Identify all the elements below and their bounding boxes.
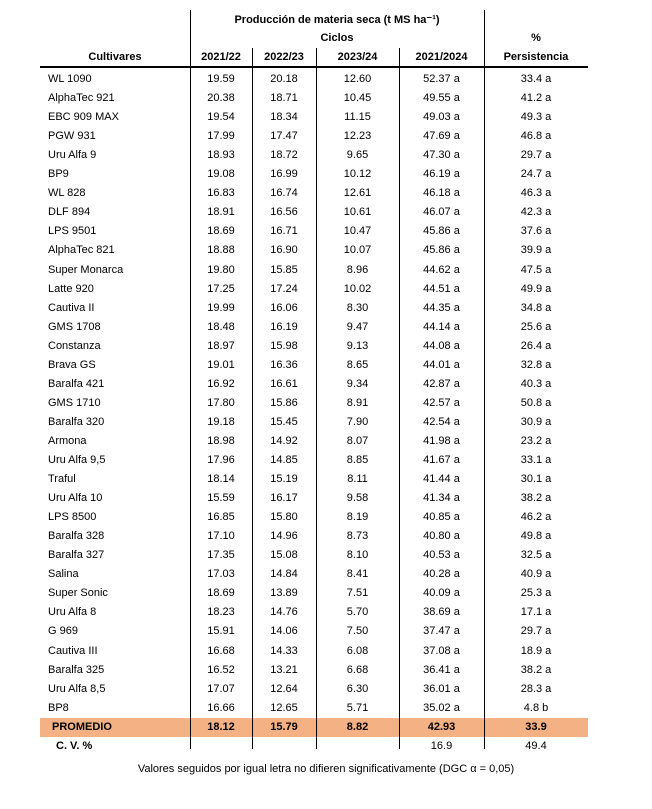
value-2021-22: 18.14: [207, 473, 235, 486]
value-2021-2024: 46.18 a: [423, 187, 460, 200]
cultivar-name: AlphaTec 821: [48, 244, 115, 257]
cultivar-name: Traful: [48, 473, 76, 486]
cv-row: [40, 737, 588, 756]
value-persistencia: 50.8 a: [520, 396, 552, 409]
value-2023-24: 8.65: [346, 358, 369, 371]
table-row: [40, 261, 588, 280]
value-2021-22: 18.23: [207, 606, 235, 619]
value-2021-22: 17.80: [207, 396, 235, 409]
value-2021-2024: 42.57 a: [423, 396, 460, 409]
value-2021-22: 19.80: [207, 263, 235, 276]
value-2023-24: 8.91: [346, 396, 369, 409]
value-2021-22: 19.54: [207, 111, 235, 124]
value-2021-22: 16.85: [207, 511, 235, 524]
cultivar-name: EBC 909 MAX: [48, 111, 119, 124]
value-2022-23: 16.90: [270, 244, 298, 257]
value-2023-24: 12.60: [343, 73, 372, 85]
value-2021-2024: 45.86 a: [423, 244, 460, 257]
value-persistencia: 41.2 a: [520, 92, 552, 105]
value-2023-24: 9.65: [346, 149, 369, 162]
value-persistencia: 29.7 a: [520, 149, 552, 162]
value-persistencia: 46.8 a: [520, 130, 552, 143]
cultivar-name: LPS 9501: [48, 225, 97, 238]
value-2021-22: 18.93: [207, 149, 235, 162]
value-2022-23: 15.08: [270, 549, 298, 562]
value-2021-22: 17.99: [207, 130, 235, 143]
value-2021-22: 18.97: [207, 339, 235, 352]
table-row: [40, 470, 588, 489]
value-persistencia: 23.2 a: [520, 434, 552, 447]
header-year-2: 2022/23: [264, 51, 304, 63]
value-persistencia: 32.5 a: [520, 549, 552, 562]
value-2023-24: 10.45: [343, 92, 372, 105]
value-2022-23: 14.84: [270, 568, 298, 581]
value-2021-2024: 46.19 a: [423, 168, 460, 181]
table-row: [40, 165, 588, 184]
value-2021-2024: 37.08 a: [423, 644, 460, 657]
value-2021-2024: 36.01 a: [423, 682, 460, 695]
value-2022-23: 17.47: [270, 130, 298, 143]
table-row: [40, 603, 588, 622]
value-2022-23: [252, 737, 316, 756]
value-2023-24: 8.19: [346, 511, 369, 524]
value-persistencia: 47.5 a: [520, 263, 552, 276]
value-2021-2024: 40.09 a: [423, 587, 460, 600]
value-persistencia: 30.9 a: [520, 415, 552, 428]
value-2021-22: 15.59: [207, 492, 235, 505]
value-2021-2024: 44.08 a: [423, 339, 460, 352]
value-2023-24: 9.13: [346, 339, 369, 352]
table-row: [40, 318, 588, 337]
value-2022-23: 16.17: [270, 492, 298, 505]
cultivar-name: Baralfa 327: [48, 549, 105, 562]
value-2023-24: 10.47: [343, 225, 372, 238]
value-2021-22: 17.07: [207, 682, 235, 695]
value-2021-2024: 35.02 a: [423, 701, 460, 714]
footnote: Valores seguidos por igual letra no difieren significativamente (DGC α = 0,05): [137, 763, 515, 775]
value-persistencia: 33.9: [525, 720, 547, 733]
value-persistencia: 49.4: [525, 739, 547, 752]
value-2021-22: 18.69: [207, 587, 235, 600]
value-persistencia: 34.8 a: [520, 301, 552, 314]
value-2023-24: 8.96: [346, 263, 369, 276]
value-persistencia: 33.4 a: [520, 73, 552, 85]
value-persistencia: 25.3 a: [520, 587, 552, 600]
cultivar-name: LPS 8500: [48, 511, 97, 524]
cultivar-name: GMS 1708: [48, 320, 101, 333]
value-2023-24: 8.85: [346, 454, 369, 466]
value-2021-2024: 44.51 a: [423, 282, 460, 295]
value-2021-2024: 42.54 a: [423, 415, 460, 428]
value-2021-2024: 37.47 a: [423, 625, 460, 638]
value-2022-23: 14.85: [270, 454, 298, 466]
value-persistencia: 49.8 a: [520, 530, 552, 543]
value-2022-23: 14.96: [270, 530, 298, 543]
value-2022-23: 15.19: [270, 473, 298, 486]
cultivar-name: Cautiva III: [48, 644, 98, 657]
cultivar-name: Baralfa 325: [48, 663, 105, 676]
value-2022-23: 16.74: [270, 187, 298, 200]
cultivar-name: Baralfa 421: [48, 377, 105, 390]
value-2023-24: 6.30: [346, 682, 369, 695]
value-2021-2024: 44.01 a: [423, 358, 460, 371]
value-2021-22: 19.08: [207, 168, 235, 181]
value-2021-22: [190, 737, 252, 756]
value-persistencia: 38.2 a: [520, 663, 552, 676]
cultivar-name: BP8: [48, 701, 69, 714]
table-row: [40, 451, 588, 470]
value-2022-23: 16.06: [270, 301, 298, 314]
value-2023-24: 8.82: [346, 720, 369, 733]
table-row: [40, 222, 588, 241]
value-2021-2024: 16.9: [430, 739, 453, 752]
value-2023-24: 9.34: [346, 377, 369, 390]
value-2022-23: 14.06: [270, 625, 298, 638]
value-2022-23: 16.99: [270, 168, 298, 181]
value-2021-22: 15.91: [207, 625, 235, 638]
table-row: [40, 299, 588, 318]
value-2022-23: 17.24: [270, 282, 298, 295]
value-2021-2024: 38.69 a: [423, 606, 460, 619]
value-2023-24: 5.70: [346, 606, 369, 619]
value-2021-2024: 41.98 a: [423, 434, 460, 447]
cultivar-name: GMS 1710: [48, 396, 101, 409]
value-2021-22: 18.69: [207, 225, 235, 238]
value-2021-2024: 42.93: [427, 720, 456, 733]
cultivar-name: Baralfa 320: [48, 415, 105, 428]
value-2021-2024: 49.55 a: [423, 92, 460, 105]
header-subgroup-title: Ciclos: [320, 32, 354, 44]
value-persistencia: 42.3 a: [520, 206, 552, 219]
value-2023-24: 8.11: [347, 473, 368, 486]
value-2021-22: 16.92: [207, 377, 235, 390]
value-2022-23: 13.21: [270, 663, 298, 676]
value-2021-2024: 41.34 a: [423, 492, 460, 505]
value-persistencia: 32.8 a: [520, 358, 552, 371]
value-2023-24: 7.51: [346, 587, 369, 600]
value-persistencia: 46.3 a: [520, 187, 552, 200]
header-persistencia: Persistencia: [503, 51, 569, 63]
table-row: [40, 699, 588, 718]
cultivar-name: Uru Alfa 8,5: [48, 682, 106, 695]
table-row: [40, 432, 588, 451]
table-row: [40, 127, 588, 146]
value-2021-2024: 40.53 a: [423, 549, 460, 562]
cultivar-name: Uru Alfa 9: [48, 149, 97, 162]
value-2022-23: 16.61: [270, 377, 298, 390]
table-row: [40, 146, 588, 165]
table-row: [40, 337, 588, 356]
value-persistencia: 46.2 a: [520, 511, 552, 524]
value-2022-23: 14.33: [270, 644, 298, 657]
value-2021-2024: 41.44 a: [423, 473, 460, 486]
value-2021-22: 16.83: [207, 187, 235, 200]
value-persistencia: 40.3 a: [520, 377, 552, 390]
value-2023-24: 9.47: [346, 320, 369, 333]
header-total: 2021/2024: [415, 51, 468, 63]
value-2021-22: 17.96: [207, 454, 235, 466]
value-persistencia: 49.3 a: [520, 111, 552, 124]
cultivar-name: WL 1090: [48, 73, 92, 85]
table-row: [40, 527, 588, 546]
value-persistencia: 39.9 a: [520, 244, 552, 257]
value-persistencia: 33.1 a: [520, 454, 552, 466]
value-2021-22: 16.66: [207, 701, 235, 714]
table-row: [40, 622, 588, 641]
cultivar-name: PROMEDIO: [52, 720, 112, 733]
value-2022-23: 15.85: [270, 263, 298, 276]
value-2023-24: 8.07: [346, 434, 369, 447]
value-2023-24: 12.61: [343, 187, 372, 200]
value-2021-2024: 42.87 a: [423, 377, 460, 390]
table-row: [40, 70, 588, 89]
value-2021-22: 17.03: [207, 568, 235, 581]
cultivar-name: Uru Alfa 9,5: [48, 454, 106, 466]
value-2023-24: 8.41: [346, 568, 369, 581]
value-2023-24: 10.12: [343, 168, 372, 181]
value-2022-23: 18.34: [270, 111, 298, 124]
value-2021-2024: 44.62 a: [423, 263, 460, 276]
column-divider: [190, 10, 191, 749]
value-2023-24: 6.68: [346, 663, 369, 676]
cultivar-name: Latte 920: [48, 282, 94, 295]
value-2021-22: 16.68: [207, 644, 235, 657]
value-2021-2024: 52.37 a: [423, 73, 460, 85]
value-2021-22: 18.91: [207, 206, 235, 219]
value-2021-22: 18.48: [207, 320, 235, 333]
table-row: [40, 508, 588, 527]
cultivar-name: AlphaTec 921: [48, 92, 115, 105]
table-row: [40, 184, 588, 203]
value-2021-2024: 45.86 a: [423, 225, 460, 238]
column-divider: [252, 48, 253, 749]
cultivar-name: Uru Alfa 8: [48, 606, 97, 619]
value-2022-23: 18.71: [270, 92, 298, 105]
value-2021-22: 17.25: [207, 282, 235, 295]
header-cultivares: Cultivares: [88, 51, 142, 63]
table-row: [40, 565, 588, 584]
value-persistencia: 40.9 a: [520, 568, 552, 581]
value-persistencia: 24.7 a: [520, 168, 552, 181]
value-2022-23: 13.89: [270, 587, 298, 600]
average-row: [40, 718, 588, 737]
value-2023-24: 9.58: [346, 492, 369, 505]
value-2022-23: 15.45: [270, 415, 298, 428]
table-row: [40, 356, 588, 375]
cultivar-name: Brava GS: [48, 358, 96, 371]
value-2021-2024: 36.41 a: [423, 663, 460, 676]
value-2022-23: 12.65: [270, 701, 298, 714]
cultivar-name: BP9: [48, 168, 69, 181]
value-2021-2024: 41.67 a: [423, 454, 460, 466]
cultivar-name: DLF 894: [48, 206, 91, 219]
header-divider: [40, 66, 588, 68]
table-row: [40, 546, 588, 565]
column-divider: [484, 10, 485, 749]
value-2021-2024: 47.69 a: [423, 130, 460, 143]
table-row: [40, 680, 588, 699]
value-2021-22: 19.99: [207, 301, 235, 314]
cultivar-name: Salina: [48, 568, 79, 581]
value-2021-22: 18.12: [207, 720, 235, 733]
value-2023-24: 7.50: [346, 625, 369, 638]
value-2021-2024: 46.07 a: [423, 206, 460, 219]
value-2023-24: 6.08: [346, 644, 369, 657]
value-2021-22: 18.98: [207, 434, 235, 447]
cultivar-name: Super Monarca: [48, 263, 124, 276]
cultivar-name: WL 828: [48, 187, 86, 200]
table-row: [40, 642, 588, 661]
table-row: [40, 375, 588, 394]
value-2021-22: 17.10: [207, 530, 235, 543]
value-2022-23: 15.80: [270, 511, 298, 524]
value-2023-24: 5.71: [346, 701, 369, 714]
value-2023-24: 8.30: [346, 301, 369, 314]
value-2023-24: 8.73: [346, 530, 369, 543]
value-2022-23: 18.72: [270, 149, 298, 162]
value-2021-22: 19.01: [207, 358, 235, 371]
value-persistencia: 37.6 a: [520, 225, 552, 238]
value-2021-22: 19.59: [207, 73, 235, 85]
cultivar-name: Uru Alfa 10: [48, 492, 103, 505]
table-row: [40, 489, 588, 508]
table-row: [40, 584, 588, 603]
cultivar-name: Constanza: [48, 339, 101, 352]
header-group-title: Producción de materia seca (t MS ha⁻¹): [234, 14, 440, 26]
value-2023-24: 7.90: [346, 415, 369, 428]
value-2021-2024: 40.80 a: [423, 530, 460, 543]
value-2023-24: 10.61: [343, 206, 372, 219]
value-persistencia: 25.6 a: [520, 320, 552, 333]
value-2023-24: 10.02: [343, 282, 372, 295]
value-2023-24: [316, 737, 399, 756]
value-2023-24: 10.07: [343, 244, 372, 257]
value-2022-23: 16.71: [270, 225, 298, 238]
value-2021-22: 16.52: [207, 663, 235, 676]
value-persistencia: 38.2 a: [520, 492, 552, 505]
value-2021-22: 19.18: [207, 415, 235, 428]
value-persistencia: 4.8 b: [523, 701, 549, 714]
cultivar-name: G 969: [48, 625, 78, 638]
value-2021-2024: 40.28 a: [423, 568, 460, 581]
cultivar-name: Cautiva II: [48, 301, 95, 314]
value-2022-23: 12.64: [270, 682, 298, 695]
value-2023-24: 11.15: [344, 111, 371, 124]
value-2022-23: 15.86: [270, 396, 298, 409]
column-divider: [316, 48, 317, 749]
cultivar-name: Super Sonic: [48, 587, 108, 600]
cultivar-name: Armona: [48, 434, 87, 447]
table-row: [40, 661, 588, 680]
value-2021-2024: 40.85 a: [423, 511, 460, 524]
cultivar-name: C. V. %: [56, 739, 93, 752]
value-2022-23: 14.92: [270, 434, 298, 447]
header-year-3: 2023/24: [337, 51, 378, 63]
value-persistencia: 29.7 a: [520, 625, 552, 638]
value-persistencia: 49.9 a: [520, 282, 552, 295]
value-2021-2024: 44.35 a: [423, 301, 460, 314]
table-row: [40, 241, 588, 260]
value-2021-22: 18.88: [207, 244, 235, 257]
value-persistencia: 18.9 a: [520, 644, 552, 657]
value-2022-23: 16.19: [270, 320, 298, 333]
value-2023-24: 12.23: [343, 130, 372, 143]
value-2022-23: 20.18: [270, 73, 298, 85]
value-2021-2024: 44.14 a: [423, 320, 460, 333]
table-row: [40, 413, 588, 432]
value-persistencia: 30.1 a: [520, 473, 552, 486]
table-row: [40, 280, 588, 299]
cultivar-name: PGW 931: [48, 130, 96, 143]
table-row: [40, 108, 588, 127]
value-2023-24: 8.10: [346, 549, 369, 562]
value-persistencia: 28.3 a: [520, 682, 552, 695]
value-2022-23: 16.36: [270, 358, 298, 371]
table-row: [40, 89, 588, 108]
table-row: [40, 394, 588, 413]
value-persistencia: 26.4 a: [520, 339, 552, 352]
value-2021-2024: 49.03 a: [423, 111, 460, 124]
value-2021-22: 20.38: [207, 92, 235, 105]
value-2022-23: 16.56: [270, 206, 298, 219]
table-row: [40, 203, 588, 222]
header-percent-symbol: %: [531, 32, 541, 44]
cultivar-name: Baralfa 328: [48, 530, 105, 543]
header-year-1: 2021/22: [201, 51, 241, 63]
value-2022-23: 14.76: [270, 606, 298, 619]
value-2021-22: 17.35: [207, 549, 235, 562]
value-2021-2024: 47.30 a: [423, 149, 460, 162]
value-2022-23: 15.79: [270, 720, 298, 733]
value-persistencia: 17.1 a: [520, 606, 552, 619]
value-2022-23: 15.98: [270, 339, 298, 352]
column-divider: [399, 48, 400, 749]
